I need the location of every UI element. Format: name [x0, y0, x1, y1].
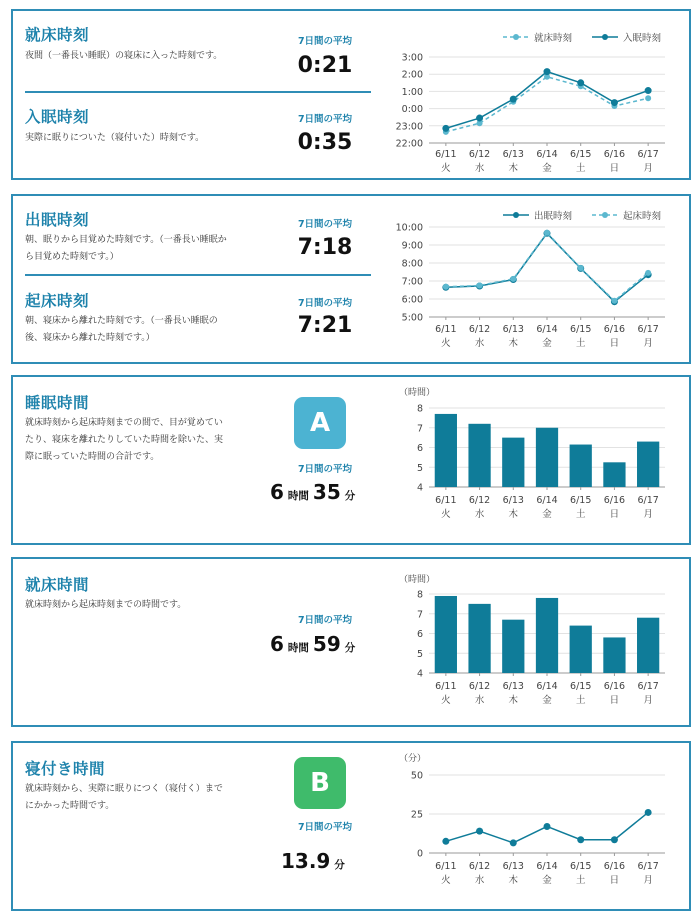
bar [637, 442, 659, 487]
wake-title: 出眠時刻 [25, 211, 90, 229]
x-day-label: 土 [575, 875, 586, 886]
x-tick-label: 6/11 [435, 495, 457, 506]
y-tick-label: 5 [416, 648, 423, 660]
x-day-label: 水 [474, 163, 485, 174]
sleep-time-desc-line2: たり、寝床を離れたりしていた時間を除いた、実 [25, 435, 224, 445]
legend-label: 入眠時刻 [623, 33, 662, 44]
grade-badge-a: A [294, 397, 346, 449]
bar [468, 424, 490, 487]
x-tick-label: 6/14 [536, 149, 558, 160]
y-tick-label: 8 [416, 403, 423, 415]
bedtime-avg-value: 0:21 [297, 53, 353, 78]
y-unit-label: （時間） [399, 388, 436, 398]
x-tick-label: 6/12 [468, 861, 491, 872]
sleep-onset-desc: 実際に眠りについた（寝付いた）時刻です。 [25, 133, 205, 143]
series-line [446, 233, 648, 301]
data-point [645, 95, 651, 101]
data-point [645, 87, 652, 94]
x-day-label: 火 [441, 875, 451, 886]
latency-line-chart [383, 749, 683, 899]
x-day-label: 木 [508, 509, 519, 520]
x-tick-label: 6/15 [570, 681, 592, 692]
bedtime-line-chart [383, 27, 683, 179]
data-point [611, 99, 618, 106]
bedtime-desc: 夜間（一番長い睡眠）の寝床に入った時刻です。 [25, 51, 223, 61]
legend-swatch-dot [602, 34, 608, 40]
x-tick-label: 6/11 [435, 861, 457, 872]
data-point [645, 809, 652, 816]
data-point [510, 276, 516, 282]
x-day-label: 水 [474, 875, 485, 886]
data-point [544, 823, 551, 830]
x-day-label: 月 [643, 695, 653, 706]
x-day-label: 水 [474, 695, 485, 706]
y-tick-label: 4 [416, 482, 423, 494]
x-day-label: 日 [609, 509, 620, 520]
x-tick-label: 6/16 [603, 861, 626, 872]
x-day-label: 月 [643, 163, 653, 174]
x-tick-label: 6/13 [502, 149, 524, 160]
rise-desc-line2: 後、寝床から離れた時刻です。） [25, 333, 155, 343]
y-tick-label: 4 [416, 668, 423, 680]
y-unit-label: （分） [399, 754, 427, 764]
sleep-time-bar-chart [383, 383, 683, 533]
bed-time-avg-label: 7日間の平均 [297, 615, 353, 626]
x-day-label: 木 [508, 338, 519, 349]
latency-avg-value: 13.9 分 [281, 849, 345, 873]
x-tick-label: 6/14 [536, 681, 558, 692]
bar [502, 438, 524, 487]
bed-time-title: 就床時間 [25, 576, 90, 594]
legend-label: 就床時刻 [534, 33, 573, 44]
x-tick-label: 6/11 [435, 324, 457, 335]
series-line [446, 233, 648, 301]
rise-desc-line1: 朝、寝床から離れた時刻です。（一番長い睡眠の [25, 316, 218, 326]
sleep-time-title: 睡眠時間 [25, 394, 90, 412]
x-day-label: 日 [609, 163, 620, 174]
y-tick-label: 10:00 [395, 222, 423, 234]
bar [603, 462, 625, 487]
latency-desc-line2: にかかった時間です。 [25, 801, 115, 811]
x-tick-label: 6/12 [468, 495, 491, 506]
bar [502, 620, 524, 673]
x-day-label: 月 [643, 509, 653, 520]
divider [25, 91, 371, 93]
rise-avg-value: 7:21 [297, 313, 353, 338]
x-tick-label: 6/17 [637, 149, 659, 160]
x-day-label: 月 [643, 338, 653, 349]
bed-time-desc: 就床時刻から起床時刻までの時間です。 [25, 600, 187, 610]
x-tick-label: 6/14 [536, 324, 558, 335]
x-tick-label: 6/11 [435, 681, 457, 692]
x-day-label: 月 [643, 875, 653, 886]
y-tick-label: 3:00 [401, 52, 423, 64]
sleep-time-desc-line1: 就床時刻から起床時刻までの間で、目が覚めてい [25, 418, 223, 428]
rise-avg-label: 7日間の平均 [297, 298, 353, 309]
x-day-label: 金 [542, 338, 552, 349]
wake-panel [11, 194, 691, 364]
x-tick-label: 6/12 [468, 149, 491, 160]
data-point [443, 284, 449, 290]
bar [570, 445, 592, 487]
sleep-time-avg-value: 6 時間 35 分 [270, 480, 356, 504]
data-point [611, 836, 618, 843]
x-day-label: 金 [542, 695, 552, 706]
y-tick-label: 0 [416, 848, 423, 860]
x-day-label: 火 [441, 509, 451, 520]
data-point [476, 828, 483, 835]
x-tick-label: 6/17 [637, 681, 659, 692]
bar [637, 618, 659, 673]
x-tick-label: 6/13 [502, 324, 524, 335]
x-tick-label: 6/12 [468, 681, 491, 692]
data-point [442, 125, 449, 132]
x-day-label: 火 [441, 163, 451, 174]
x-day-label: 土 [575, 509, 586, 520]
bar [570, 626, 592, 673]
wake-desc-line1: 朝、眠りから目覚めた時刻です。（一番長い睡眠か [25, 235, 227, 245]
wake-desc-line2: ら目覚めた時刻です。） [25, 252, 119, 262]
x-day-label: 土 [575, 695, 586, 706]
x-day-label: 火 [441, 695, 451, 706]
data-point [645, 270, 651, 276]
data-point [578, 265, 584, 271]
wake-line-chart [383, 206, 683, 358]
x-day-label: 金 [542, 875, 552, 886]
x-tick-label: 6/17 [637, 495, 659, 506]
y-tick-label: 6 [416, 629, 423, 640]
latency-title: 寝付き時間 [25, 760, 106, 778]
x-day-label: 木 [508, 875, 519, 886]
data-point [442, 838, 449, 845]
y-tick-label: 6 [416, 443, 423, 454]
x-tick-label: 6/11 [435, 149, 457, 160]
wake-avg-label: 7日間の平均 [297, 219, 353, 230]
x-tick-label: 6/12 [468, 324, 491, 335]
sleep-time-desc-line3: 際に眠っていた時間の合計です。 [25, 452, 160, 462]
y-unit-label: （時間） [399, 575, 436, 585]
x-day-label: 水 [474, 509, 485, 520]
data-point [611, 298, 617, 304]
x-day-label: 日 [609, 338, 620, 349]
bar [536, 598, 558, 673]
data-point [577, 79, 584, 86]
x-tick-label: 6/14 [536, 861, 558, 872]
sleep-time-avg-label: 7日間の平均 [297, 464, 353, 475]
sleep-onset-avg-value: 0:35 [297, 130, 353, 155]
bar [468, 604, 490, 673]
x-day-label: 土 [575, 338, 586, 349]
bed-time-panel [11, 557, 691, 727]
sleep-time-panel [11, 375, 691, 545]
y-tick-label: 7:00 [401, 276, 423, 288]
sleep-onset-title: 入眠時刻 [25, 108, 90, 126]
x-day-label: 火 [441, 338, 451, 349]
bed-time-avg-value: 6 時間 59 分 [270, 632, 356, 656]
y-tick-label: 1:00 [401, 86, 423, 98]
rise-title: 起床時刻 [25, 292, 90, 310]
legend-label: 起床時刻 [623, 211, 662, 222]
x-day-label: 水 [474, 338, 485, 349]
data-point [577, 836, 584, 843]
data-point [544, 68, 551, 75]
data-point [510, 839, 517, 846]
legend-label: 出眠時刻 [534, 211, 573, 222]
sleep-onset-avg-label: 7日間の平均 [297, 114, 353, 125]
data-point [477, 283, 483, 289]
x-day-label: 土 [575, 163, 586, 174]
x-tick-label: 6/16 [603, 149, 626, 160]
x-tick-label: 6/13 [502, 861, 524, 872]
x-day-label: 金 [542, 509, 552, 520]
bedtime-avg-label: 7日間の平均 [297, 36, 353, 47]
x-day-label: 日 [609, 695, 620, 706]
y-tick-label: 7 [416, 423, 423, 435]
y-tick-label: 8:00 [401, 258, 423, 270]
legend-swatch-dot [513, 212, 519, 218]
x-day-label: 日 [609, 875, 620, 886]
x-tick-label: 6/15 [570, 324, 592, 335]
series-line [446, 72, 648, 129]
latency-panel [11, 741, 691, 911]
y-tick-label: 6:00 [401, 294, 423, 306]
x-day-label: 金 [542, 163, 552, 174]
bar [536, 428, 558, 487]
latency-avg-label: 7日間の平均 [297, 822, 353, 833]
x-tick-label: 6/14 [536, 495, 558, 506]
bar [603, 637, 625, 673]
x-tick-label: 6/16 [603, 681, 626, 692]
bar [435, 596, 457, 673]
x-tick-label: 6/15 [570, 149, 592, 160]
series-line [446, 77, 648, 132]
data-point [476, 115, 483, 122]
x-tick-label: 6/16 [603, 324, 626, 335]
y-tick-label: 50 [410, 770, 423, 782]
y-tick-label: 22:00 [395, 138, 423, 150]
x-tick-label: 6/13 [502, 495, 524, 506]
data-point [544, 230, 550, 236]
y-tick-label: 23:00 [395, 121, 423, 133]
y-tick-label: 5:00 [401, 312, 423, 324]
x-tick-label: 6/15 [570, 495, 592, 506]
bedtime-panel [11, 9, 691, 180]
y-tick-label: 8 [416, 589, 423, 601]
grade-badge-b: B [294, 757, 346, 809]
bed-time-bar-chart [383, 565, 683, 715]
x-tick-label: 6/17 [637, 324, 659, 335]
legend-swatch-dot [602, 212, 608, 218]
bedtime-title: 就床時刻 [25, 26, 90, 44]
y-tick-label: 7 [416, 609, 423, 621]
y-tick-label: 0:00 [401, 104, 423, 116]
latency-desc-line1: 就床時刻から、実際に眠りにつく（寝付く）まで [25, 784, 223, 794]
bar [435, 414, 457, 487]
legend-swatch-dot [513, 34, 519, 40]
x-tick-label: 6/16 [603, 495, 626, 506]
y-tick-label: 5 [416, 462, 423, 474]
y-tick-label: 2:00 [401, 69, 423, 81]
data-point [510, 96, 517, 103]
x-tick-label: 6/13 [502, 681, 524, 692]
x-tick-label: 6/17 [637, 861, 659, 872]
y-tick-label: 25 [410, 809, 423, 821]
x-day-label: 木 [508, 163, 519, 174]
wake-avg-value: 7:18 [297, 235, 353, 260]
divider [25, 274, 371, 276]
x-tick-label: 6/15 [570, 861, 592, 872]
x-day-label: 木 [508, 695, 519, 706]
y-tick-label: 9:00 [401, 240, 423, 252]
